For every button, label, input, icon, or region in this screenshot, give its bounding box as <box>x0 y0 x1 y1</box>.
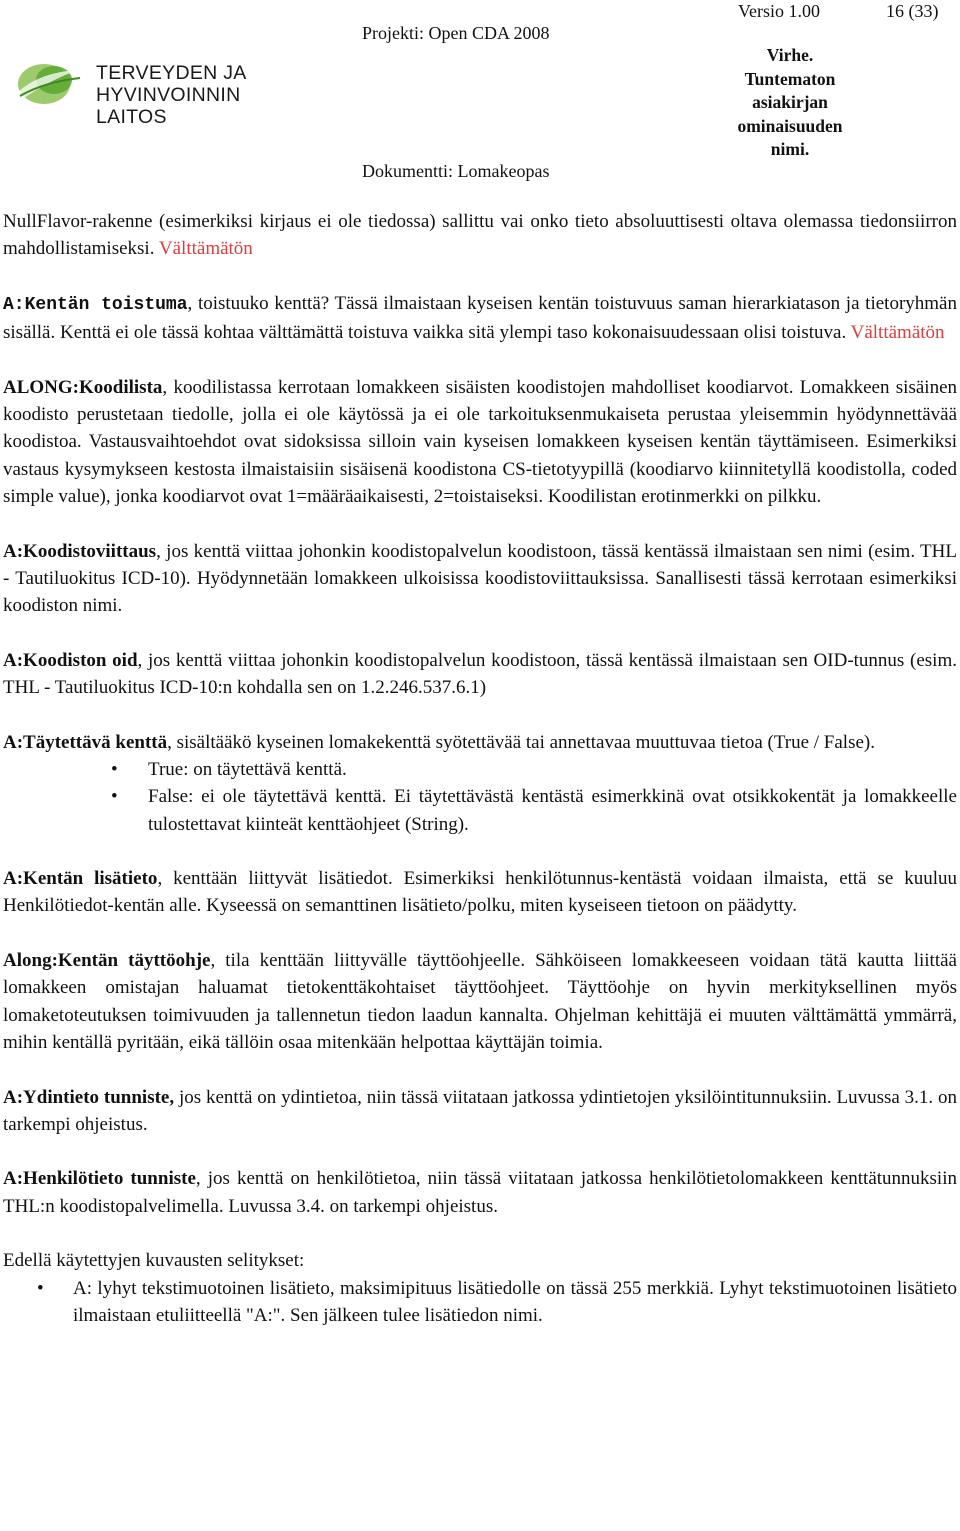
paragraph-text: , tila kenttään liittyvälle täyttöohjeelle. Sähköiseen lomakkeeseen voidaan tätä kautta liittää lomakkeen omistajan haluamat tietokenttäkohtaiset täyttöohjeet. Täyttöohje on hyvin merkityksellinen myös lomaketoteutuksen toimivuuden ja tallennetun tiedon laadun kannalta. Ohjelman kehittäjä ei muuten välttämättä ymmärrä, mihin kentällä pyritään, eikä tällöin osaa mitenkään helpottaa käyttäjän toimia. <box>3 950 957 1053</box>
list-item-text: A: lyhyt tekstimuotoinen lisätieto, maksimipituus lisätiedolle on tässä 255 merkkiä. Lyhyt tekstimuotoinen lisätieto ilmaistaan etuliitteellä "A:". Sen jälkeen tulee lisätiedon nimi. <box>73 1277 957 1326</box>
paragraph-koodistoviittaus <box>3 538 957 620</box>
paragraph-nullflavor <box>3 208 957 263</box>
term-label: A:Täytettävä kenttä <box>3 731 168 753</box>
bullet-icon: • <box>37 1277 44 1299</box>
required-label: Välttämätön <box>850 322 945 344</box>
paragraph-henkilotieto <box>3 1165 957 1220</box>
error-line: Tuntematon <box>744 68 836 89</box>
list-item <box>3 1275 957 1330</box>
thl-logo <box>10 52 315 128</box>
paragraph-text: , jos kenttä viittaa johonkin koodistopalvelun koodistoon, tässä kentässä ilmaistaan sen OID-tunnus (esim. THL - Tautiluokitus ICD-10:n kohdalla sen on 1.2.246.537.6.1) <box>3 649 957 699</box>
term-label: A:Henkilötieto tunniste <box>3 1168 196 1190</box>
logo-line-1: TERVEYDEN JA <box>96 62 247 84</box>
paragraph-text: , kenttään liittyvät lisätiedot. Esimerkiksi henkilötunnus-kentästä voidaan ilmaista, että se kuuluu Henkilötiedot-kentän alle. Kyseessä on semanttinen lisätieto/polku, miten kyseiseen tietoon on päädytty. <box>3 868 957 917</box>
term-label: ALONG:Koodilista <box>3 376 163 398</box>
list-item-text: False: ei ole täytettävä kenttä. Ei täytettävästä kentästä esimerkkinä ovat otsikkokentät ja lomakkeelle tulostettavat kiinteät kenttäohjeet (String). <box>148 786 957 835</box>
paragraph-text: , koodilistassa kerrotaan lomakkeen sisäisten koodistojen mahdolliset koodiarvot. Lomakkeen sisäinen koodisto perustetaan tiedolle, jolla ei ole käytössä ja ei ole tarkoituksenmukaiseta perustaa yleisemmin hyödynnettävää koodistoa. Vastausvaihtoehdot ovat sidoksissa silloin vain kyseisen lomakkeen kyseisen kentän täyttämiseen. Esimerkiksi vastaus kysymykseen kestosta ilmaistaisiin sisäisenä koodistona CS-tietotyypillä (koodiarvo kiinnitetyllä koodistolla, coded simple value), jonka koodiarvot ovat 1=määräaikaisesti, 2=toistaiseksi. Koodilistan erotinmerkki on pilkku. <box>3 376 957 507</box>
term-label: A:Kentän toistuma <box>3 294 188 315</box>
paragraph-text: Edellä käytettyjen kuvausten selitykset: <box>3 1250 305 1272</box>
taytettava-list <box>3 756 957 838</box>
document-label: Dokumentti: Lomakeopas <box>362 161 550 181</box>
paragraph-koodilista <box>3 374 957 510</box>
error-line: Virhe. <box>766 45 814 65</box>
leaf-logo-icon <box>10 52 90 112</box>
list-item-text: True: on täytettävä kenttä. <box>148 758 347 780</box>
paragraph-koodiston-oid <box>3 647 957 702</box>
paragraph-taytto-ohje <box>3 947 957 1056</box>
term-label: A:Koodistoviittaus <box>3 540 157 562</box>
term-label: A:Kentän lisätieto <box>3 868 158 890</box>
paragraph-text: NullFlavor-rakenne (esimerkiksi kirjaus ei ole tiedossa) sallittu vai onko tieto absoluuttisesti oltava olemassa tiedonsiirron mahdollistamiseksi. <box>3 211 957 260</box>
list-item <box>3 783 957 838</box>
error-line: nimi. <box>770 139 810 159</box>
error-line: ominaisuuden <box>737 115 843 136</box>
document-body <box>3 208 957 1329</box>
paragraph-text: , jos kenttä viittaa johonkin koodistopalvelun koodistoon, tässä kentässä ilmaistaan sen nimi (esim. THL - Tautiluokitus ICD-10). Hyödynnetään lomakkeen ulkoisissa koodistoviittauksissa. Sanallisesti tässä kerrotaan esimerkiksi koodiston nimi. <box>3 540 957 617</box>
term-label: A:Koodiston oid <box>3 649 138 671</box>
paragraph-ydintieto <box>3 1084 957 1139</box>
paragraph-taytettava-kentta <box>3 729 957 756</box>
project-label: Projekti: Open CDA 2008 <box>362 23 550 43</box>
bullet-icon: • <box>111 758 118 780</box>
error-line: asiakirjan <box>752 92 828 112</box>
term-label: A:Ydintieto tunniste, <box>3 1086 175 1108</box>
paragraph-text: , toistuuko kenttä? Tässä ilmaistaan kyseisen kentän toistuvuus saman hierarkiatason ja tietoryhmän sisällä. Kenttä ei ole tässä kohtaa välttämättä toistuva vaikka sitä ylempi taso kokonaisuudessaan olisi toistuva. <box>3 292 957 344</box>
paragraph-text: , jos kenttä on henkilötietoa, niin tässä viitataan jatkossa henkilötietolomakkeen kenttätunnuksiin THL:n koodistopalvelimella. Luvussa 3.4. on tarkempi ohjeistus. <box>3 1168 957 1217</box>
logo-text <box>96 62 316 128</box>
error-field <box>720 44 860 162</box>
paragraph-selitykset <box>3 1247 957 1274</box>
term-label: Along:Kentän täyttöohje <box>3 950 211 972</box>
version-label: Versio 1.00 <box>738 1 820 21</box>
bullet-icon: • <box>111 786 118 808</box>
paragraph-kentan-toistuma <box>3 290 957 347</box>
page-number: 16 (33) <box>886 1 939 21</box>
selitykset-list <box>3 1275 957 1330</box>
paragraph-kentan-lisatieto <box>3 865 957 920</box>
paragraph-text: , sisältääkö kyseinen lomakekenttä syötettävää tai annettavaa muuttuvaa tietoa (True / False). <box>167 731 875 753</box>
required-label: Välttämätön <box>158 238 253 260</box>
paragraph-text: jos kenttä on ydintietoa, niin tässä viitataan jatkossa ydintietojen yksilöintitunnuksiin. Luvussa 3.1. on tarkempi ohjeistus. <box>3 1086 957 1135</box>
list-item <box>3 756 957 783</box>
logo-line-2: HYVINVOINNIN LAITOS <box>96 84 241 128</box>
